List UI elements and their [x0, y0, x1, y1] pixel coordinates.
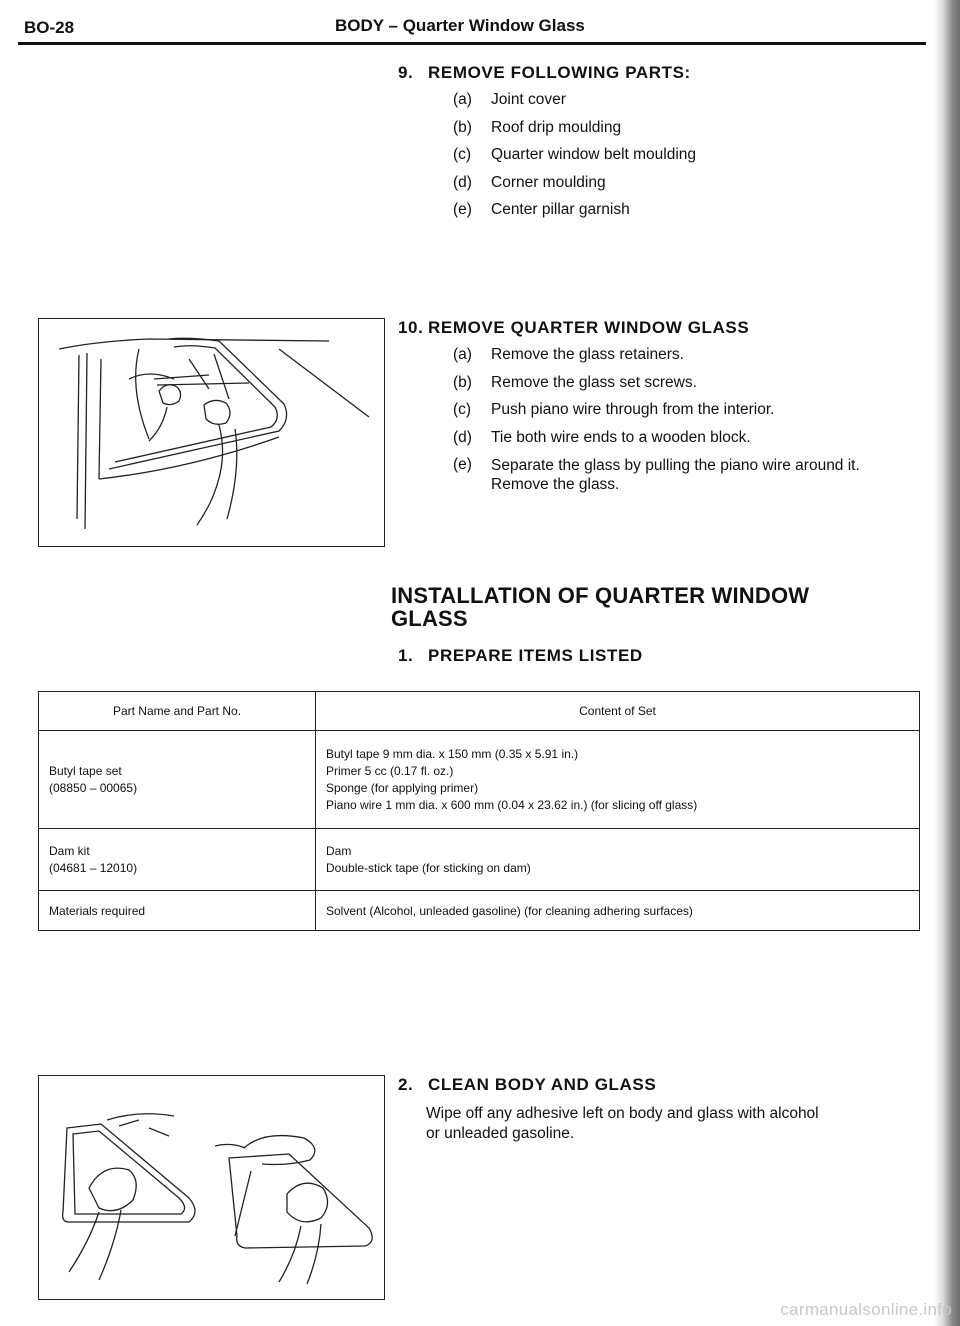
- table-row: [39, 891, 920, 931]
- step-9-list: [453, 91, 696, 229]
- step-10-number: 10.: [398, 318, 424, 337]
- page-header: [0, 0, 930, 48]
- step-9-heading: [398, 63, 691, 83]
- step-2-body: Wipe off any adhesive left on body and glass with alcohol or unleaded gasoline.: [426, 1105, 819, 1142]
- table-row: [39, 829, 920, 891]
- table-header-row: [39, 692, 920, 731]
- watermark: carmanualsonline.info: [780, 1300, 952, 1319]
- step-1-title: PREPARE ITEMS LISTED: [428, 646, 643, 665]
- step-1-heading: [398, 646, 643, 666]
- figure-clean-glass: [38, 1075, 385, 1300]
- step-2-heading: [398, 1075, 656, 1095]
- column-header: Content of Set: [316, 692, 920, 731]
- table-row: [39, 731, 920, 829]
- column-header: Part Name and Part No.: [39, 692, 316, 731]
- step-2-number: 2.: [398, 1075, 414, 1094]
- list-item: (b) Roof drip moulding: [453, 118, 622, 136]
- list-item: (c) Push piano wire through from the interior.: [453, 401, 775, 418]
- list-item: (d) Tie both wire ends to a wooden block.: [453, 428, 751, 446]
- step-10-list: [453, 346, 860, 500]
- table-cell: Dam Double-stick tape (for sticking on dam): [316, 829, 920, 891]
- figure-glass-removal: [38, 318, 385, 547]
- step-1-number: 1.: [398, 646, 414, 665]
- page-edge-shadow: [934, 0, 960, 1326]
- step-9-title: REMOVE FOLLOWING PARTS:: [428, 63, 691, 82]
- step-10-heading: [398, 318, 749, 338]
- list-item: (b) Remove the glass set screws.: [453, 373, 697, 391]
- step-10-title: REMOVE QUARTER WINDOW GLASS: [428, 318, 750, 337]
- table-cell: Butyl tape 9 mm dia. x 150 mm (0.35 x 5.91 in.) Primer 5 cc (0.17 fl. oz.) Sponge (for applying primer) Piano wire 1 mm dia. x 600 mm (0.04 x 23.62 in.) (for slicing off glass): [316, 731, 920, 829]
- list-item: (c) Quarter window belt moulding: [453, 146, 697, 163]
- list-item: (a) Joint cover: [453, 91, 566, 108]
- installation-heading: INSTALLATION OF QUARTER WINDOW GLASS: [391, 583, 810, 631]
- list-item: (a) Remove the glass retainers.: [453, 346, 684, 363]
- header-rule: [18, 42, 926, 45]
- list-item: (e) Center pillar garnish: [453, 201, 630, 218]
- step-2-title: CLEAN BODY AND GLASS: [428, 1075, 657, 1094]
- table-cell: Butyl tape set (08850 – 00065): [39, 731, 316, 829]
- items-table: [38, 691, 920, 931]
- list-item: (d) Corner moulding: [453, 173, 606, 191]
- table-cell: Solvent (Alcohol, unleaded gasoline) (for cleaning adhering surfaces): [316, 891, 920, 931]
- clean-glass-illustration: [39, 1076, 384, 1299]
- page-title: BODY – Quarter Window Glass: [335, 16, 585, 35]
- table-cell: Materials required: [39, 891, 316, 931]
- table-cell: Dam kit (04681 – 12010): [39, 829, 316, 891]
- step-9-number: 9.: [398, 63, 414, 82]
- page-number: BO-28: [24, 18, 75, 37]
- list-item: (e) Separate the glass by pulling the piano wire around it. Remove the glass.: [453, 456, 860, 493]
- glass-removal-illustration: [39, 319, 384, 546]
